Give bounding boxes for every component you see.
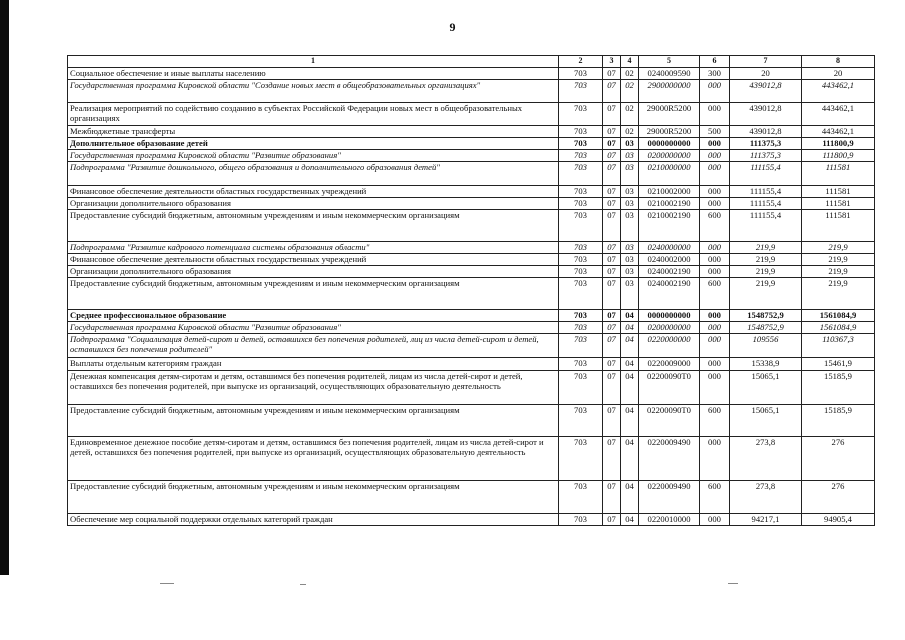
table-row xyxy=(68,198,875,210)
row-value-cell: 703 xyxy=(559,322,603,334)
header-cell: 4 xyxy=(621,56,639,68)
row-value-cell: 703 xyxy=(559,310,603,322)
row-value-cell: 000 xyxy=(700,514,730,526)
row-value-cell: 04 xyxy=(621,514,639,526)
row-value-cell: 03 xyxy=(621,210,639,242)
row-value-cell: 02 xyxy=(621,103,639,126)
row-value-cell: 04 xyxy=(621,334,639,358)
row-label-cell: Организации дополнительного образования xyxy=(68,198,559,210)
row-label-cell: Предоставление субсидий бюджетным, автономным учреждениям и иным некоммерческим организациям xyxy=(68,405,559,437)
table-row xyxy=(68,103,875,126)
row-value-cell: 273,8 xyxy=(730,481,802,514)
scan-mark xyxy=(728,583,738,584)
row-value-cell: 703 xyxy=(559,198,603,210)
row-label-cell: Социальное обеспечение и иные выплаты населению xyxy=(68,68,559,80)
row-value-cell: 703 xyxy=(559,278,603,310)
row-value-cell: 111800,9 xyxy=(802,138,875,150)
table-row xyxy=(68,437,875,481)
row-value-cell: 0000000000 xyxy=(639,310,700,322)
row-value-cell: 703 xyxy=(559,186,603,198)
row-label-cell: Единовременное денежное пособие детям-сиротам и детям, оставшимся без попечения родителей, лицам из числа детей-сирот и детей, оставшихся без попечения родителей, при выпуске из организаций, осуществляющих образовательную деятельность xyxy=(68,437,559,481)
row-value-cell: 000 xyxy=(700,358,730,371)
table-row xyxy=(68,242,875,254)
row-value-cell: 000 xyxy=(700,150,730,162)
row-value-cell: 600 xyxy=(700,278,730,310)
row-value-cell: 04 xyxy=(621,322,639,334)
row-label-cell: Подпрограмма "Социализация детей-сирот и детей, оставшихся без попечения родителей, лиц из числа детей-сирот и детей, оставшихся без попечения родителей" xyxy=(68,334,559,358)
scan-mark xyxy=(300,584,306,585)
row-value-cell: 07 xyxy=(603,80,621,103)
row-label-cell: Организации дополнительного образования xyxy=(68,266,559,278)
row-label-cell: Предоставление субсидий бюджетным, автономным учреждениям и иным некоммерческим организациям xyxy=(68,278,559,310)
row-value-cell: 03 xyxy=(621,198,639,210)
row-value-cell: 15338,9 xyxy=(730,358,802,371)
row-value-cell: 0220009490 xyxy=(639,481,700,514)
table-row xyxy=(68,150,875,162)
table-row xyxy=(68,126,875,138)
row-value-cell: 07 xyxy=(603,198,621,210)
row-value-cell: 07 xyxy=(603,210,621,242)
row-value-cell: 439012,8 xyxy=(730,126,802,138)
row-value-cell: 07 xyxy=(603,68,621,80)
row-value-cell: 07 xyxy=(603,138,621,150)
row-value-cell: 07 xyxy=(603,254,621,266)
row-value-cell: 02200090Т0 xyxy=(639,371,700,405)
row-value-cell: 0210002190 xyxy=(639,210,700,242)
row-value-cell: 703 xyxy=(559,481,603,514)
row-value-cell: 0210002190 xyxy=(639,198,700,210)
row-value-cell: 000 xyxy=(700,437,730,481)
row-label-cell: Финансовое обеспечение деятельности областных государственных учреждений xyxy=(68,186,559,198)
row-value-cell: 03 xyxy=(621,138,639,150)
row-value-cell: 000 xyxy=(700,198,730,210)
row-value-cell: 219,9 xyxy=(730,266,802,278)
row-value-cell: 443462,1 xyxy=(802,126,875,138)
row-value-cell: 300 xyxy=(700,68,730,80)
row-value-cell: 07 xyxy=(603,371,621,405)
row-value-cell: 02 xyxy=(621,80,639,103)
row-value-cell: 15185,9 xyxy=(802,371,875,405)
row-value-cell: 02 xyxy=(621,126,639,138)
row-value-cell: 703 xyxy=(559,103,603,126)
row-value-cell: 703 xyxy=(559,126,603,138)
header-cell: 8 xyxy=(802,56,875,68)
row-label-cell: Предоставление субсидий бюджетным, автономным учреждениям и иным некоммерческим организациям xyxy=(68,210,559,242)
row-value-cell: 000 xyxy=(700,80,730,103)
row-value-cell: 04 xyxy=(621,371,639,405)
row-value-cell: 219,9 xyxy=(802,278,875,310)
row-value-cell: 07 xyxy=(603,242,621,254)
row-value-cell: 03 xyxy=(621,266,639,278)
row-value-cell: 109556 xyxy=(730,334,802,358)
row-value-cell: 703 xyxy=(559,80,603,103)
row-value-cell: 703 xyxy=(559,334,603,358)
table-row xyxy=(68,162,875,186)
row-label-cell: Государственная программа Кировской области "Развитие образования" xyxy=(68,322,559,334)
row-label-cell: Государственная программа Кировской области "Развитие образования" xyxy=(68,150,559,162)
row-value-cell: 219,9 xyxy=(730,254,802,266)
row-value-cell: 273,8 xyxy=(730,437,802,481)
row-value-cell: 03 xyxy=(621,162,639,186)
row-value-cell: 04 xyxy=(621,358,639,371)
row-value-cell: 600 xyxy=(700,210,730,242)
row-value-cell: 111155,4 xyxy=(730,186,802,198)
row-value-cell: 219,9 xyxy=(802,242,875,254)
row-value-cell: 0210000000 xyxy=(639,162,700,186)
row-value-cell: 0220009490 xyxy=(639,437,700,481)
row-value-cell: 111581 xyxy=(802,186,875,198)
row-value-cell: 03 xyxy=(621,254,639,266)
row-label-cell: Реализация мероприятий по содействию созданию в субъектах Российской Федерации новых мест в общеобразовательных организациях xyxy=(68,103,559,126)
row-value-cell: 07 xyxy=(603,437,621,481)
row-value-cell: 0240009590 xyxy=(639,68,700,80)
row-value-cell: 703 xyxy=(559,162,603,186)
row-value-cell: 1561084,9 xyxy=(802,310,875,322)
row-value-cell: 703 xyxy=(559,266,603,278)
table-row xyxy=(68,358,875,371)
table-body xyxy=(68,68,875,526)
row-value-cell: 111375,3 xyxy=(730,150,802,162)
row-value-cell: 15185,9 xyxy=(802,405,875,437)
row-value-cell: 0000000000 xyxy=(639,138,700,150)
row-value-cell: 04 xyxy=(621,437,639,481)
row-label-cell: Государственная программа Кировской области "Создание новых мест в общеобразовательных организациях" xyxy=(68,80,559,103)
row-value-cell: 443462,1 xyxy=(802,103,875,126)
row-value-cell: 04 xyxy=(621,405,639,437)
row-value-cell: 000 xyxy=(700,266,730,278)
row-value-cell: 07 xyxy=(603,481,621,514)
row-value-cell: 000 xyxy=(700,334,730,358)
row-value-cell: 0220010000 xyxy=(639,514,700,526)
row-label-cell: Межбюджетные трансферты xyxy=(68,126,559,138)
row-value-cell: 29000R5200 xyxy=(639,103,700,126)
row-value-cell: 219,9 xyxy=(802,254,875,266)
row-value-cell: 439012,8 xyxy=(730,103,802,126)
table-row xyxy=(68,80,875,103)
row-value-cell: 04 xyxy=(621,310,639,322)
budget-table xyxy=(67,55,875,526)
row-value-cell: 703 xyxy=(559,405,603,437)
row-value-cell: 219,9 xyxy=(730,278,802,310)
row-value-cell: 000 xyxy=(700,138,730,150)
row-value-cell: 07 xyxy=(603,126,621,138)
table-row xyxy=(68,310,875,322)
row-label-cell: Обеспечение мер социальной поддержки отдельных категорий граждан xyxy=(68,514,559,526)
row-label-cell: Среднее профессиональное образование xyxy=(68,310,559,322)
row-value-cell: 94905,4 xyxy=(802,514,875,526)
row-value-cell: 000 xyxy=(700,371,730,405)
table-row xyxy=(68,371,875,405)
row-value-cell: 443462,1 xyxy=(802,80,875,103)
row-value-cell: 20 xyxy=(802,68,875,80)
scan-mark xyxy=(160,583,174,584)
table-row xyxy=(68,68,875,80)
row-label-cell: Выплаты отдельным категориям граждан xyxy=(68,358,559,371)
row-value-cell: 29000R5200 xyxy=(639,126,700,138)
row-value-cell: 0220000000 xyxy=(639,334,700,358)
header-cell: 1 xyxy=(68,56,559,68)
row-value-cell: 276 xyxy=(802,481,875,514)
row-value-cell: 0210002000 xyxy=(639,186,700,198)
row-value-cell: 703 xyxy=(559,138,603,150)
row-value-cell: 02200090Т0 xyxy=(639,405,700,437)
row-value-cell: 703 xyxy=(559,514,603,526)
row-value-cell: 1548752,9 xyxy=(730,310,802,322)
table-row xyxy=(68,514,875,526)
row-value-cell: 03 xyxy=(621,150,639,162)
row-value-cell: 439012,8 xyxy=(730,80,802,103)
row-value-cell: 111581 xyxy=(802,210,875,242)
table-row xyxy=(68,481,875,514)
table-row xyxy=(68,278,875,310)
row-value-cell: 94217,1 xyxy=(730,514,802,526)
row-value-cell: 000 xyxy=(700,242,730,254)
row-value-cell: 110367,3 xyxy=(802,334,875,358)
row-value-cell: 219,9 xyxy=(802,266,875,278)
table-row xyxy=(68,186,875,198)
header-cell: 2 xyxy=(559,56,603,68)
row-value-cell: 03 xyxy=(621,278,639,310)
table-row xyxy=(68,210,875,242)
row-value-cell: 000 xyxy=(700,310,730,322)
table-row xyxy=(68,254,875,266)
table-row xyxy=(68,322,875,334)
row-value-cell: 04 xyxy=(621,481,639,514)
row-value-cell: 2900000000 xyxy=(639,80,700,103)
row-value-cell: 703 xyxy=(559,254,603,266)
row-value-cell: 0240002190 xyxy=(639,266,700,278)
row-value-cell: 15065,1 xyxy=(730,405,802,437)
row-value-cell: 0200000000 xyxy=(639,150,700,162)
row-value-cell: 07 xyxy=(603,186,621,198)
row-value-cell: 000 xyxy=(700,322,730,334)
row-value-cell: 15065,1 xyxy=(730,371,802,405)
row-value-cell: 0240002000 xyxy=(639,254,700,266)
page-number: 9 xyxy=(449,20,456,34)
row-value-cell: 111800,9 xyxy=(802,150,875,162)
row-value-cell: 000 xyxy=(700,186,730,198)
row-value-cell: 000 xyxy=(700,103,730,126)
row-value-cell: 703 xyxy=(559,358,603,371)
row-value-cell: 1561084,9 xyxy=(802,322,875,334)
table-row xyxy=(68,138,875,150)
row-value-cell: 111581 xyxy=(802,198,875,210)
row-value-cell: 111375,3 xyxy=(730,138,802,150)
header-cell: 3 xyxy=(603,56,621,68)
row-value-cell: 07 xyxy=(603,103,621,126)
row-value-cell: 111581 xyxy=(802,162,875,186)
row-value-cell: 000 xyxy=(700,162,730,186)
row-value-cell: 02 xyxy=(621,68,639,80)
row-value-cell: 600 xyxy=(700,481,730,514)
row-value-cell: 703 xyxy=(559,150,603,162)
row-value-cell: 07 xyxy=(603,162,621,186)
row-value-cell: 0220009000 xyxy=(639,358,700,371)
row-value-cell: 1548752,9 xyxy=(730,322,802,334)
row-label-cell: Денежная компенсация детям-сиротам и детям, оставшимся без попечения родителей, лицам из числа детей-сирот и детей, оставшихся без попечения родителей, при выпуске из организаций, осуществляющих образовательную деятельность xyxy=(68,371,559,405)
header-cell: 5 xyxy=(639,56,700,68)
row-value-cell: 600 xyxy=(700,405,730,437)
scan-edge-bar xyxy=(0,0,9,575)
row-value-cell: 07 xyxy=(603,405,621,437)
row-value-cell: 111155,4 xyxy=(730,210,802,242)
row-label-cell: Финансовое обеспечение деятельности областных государственных учреждений xyxy=(68,254,559,266)
row-value-cell: 07 xyxy=(603,310,621,322)
header-cell: 7 xyxy=(730,56,802,68)
table-row xyxy=(68,266,875,278)
row-value-cell: 07 xyxy=(603,150,621,162)
row-value-cell: 703 xyxy=(559,371,603,405)
row-value-cell: 07 xyxy=(603,334,621,358)
row-label-cell: Подпрограмма "Развитие дошкольного, общего образования и дополнительного образования детей" xyxy=(68,162,559,186)
row-value-cell: 703 xyxy=(559,68,603,80)
row-value-cell: 000 xyxy=(700,254,730,266)
row-label-cell: Дополнительное образование детей xyxy=(68,138,559,150)
row-value-cell: 07 xyxy=(603,266,621,278)
row-value-cell: 500 xyxy=(700,126,730,138)
row-value-cell: 276 xyxy=(802,437,875,481)
row-value-cell: 07 xyxy=(603,514,621,526)
row-value-cell: 703 xyxy=(559,210,603,242)
row-value-cell: 07 xyxy=(603,278,621,310)
row-value-cell: 03 xyxy=(621,242,639,254)
row-value-cell: 219,9 xyxy=(730,242,802,254)
row-value-cell: 0240000000 xyxy=(639,242,700,254)
row-value-cell: 111155,4 xyxy=(730,162,802,186)
header-cell: 6 xyxy=(700,56,730,68)
row-value-cell: 03 xyxy=(621,186,639,198)
table-row xyxy=(68,334,875,358)
table-row xyxy=(68,405,875,437)
row-value-cell: 703 xyxy=(559,437,603,481)
row-value-cell: 07 xyxy=(603,322,621,334)
row-label-cell: Подпрограмма "Развитие кадрового потенциала системы образования области" xyxy=(68,242,559,254)
table-header-row xyxy=(68,56,875,68)
row-value-cell: 07 xyxy=(603,358,621,371)
row-value-cell: 15461,9 xyxy=(802,358,875,371)
row-value-cell: 0240002190 xyxy=(639,278,700,310)
row-value-cell: 0200000000 xyxy=(639,322,700,334)
row-label-cell: Предоставление субсидий бюджетным, автономным учреждениям и иным некоммерческим организациям xyxy=(68,481,559,514)
row-value-cell: 20 xyxy=(730,68,802,80)
row-value-cell: 111155,4 xyxy=(730,198,802,210)
row-value-cell: 703 xyxy=(559,242,603,254)
